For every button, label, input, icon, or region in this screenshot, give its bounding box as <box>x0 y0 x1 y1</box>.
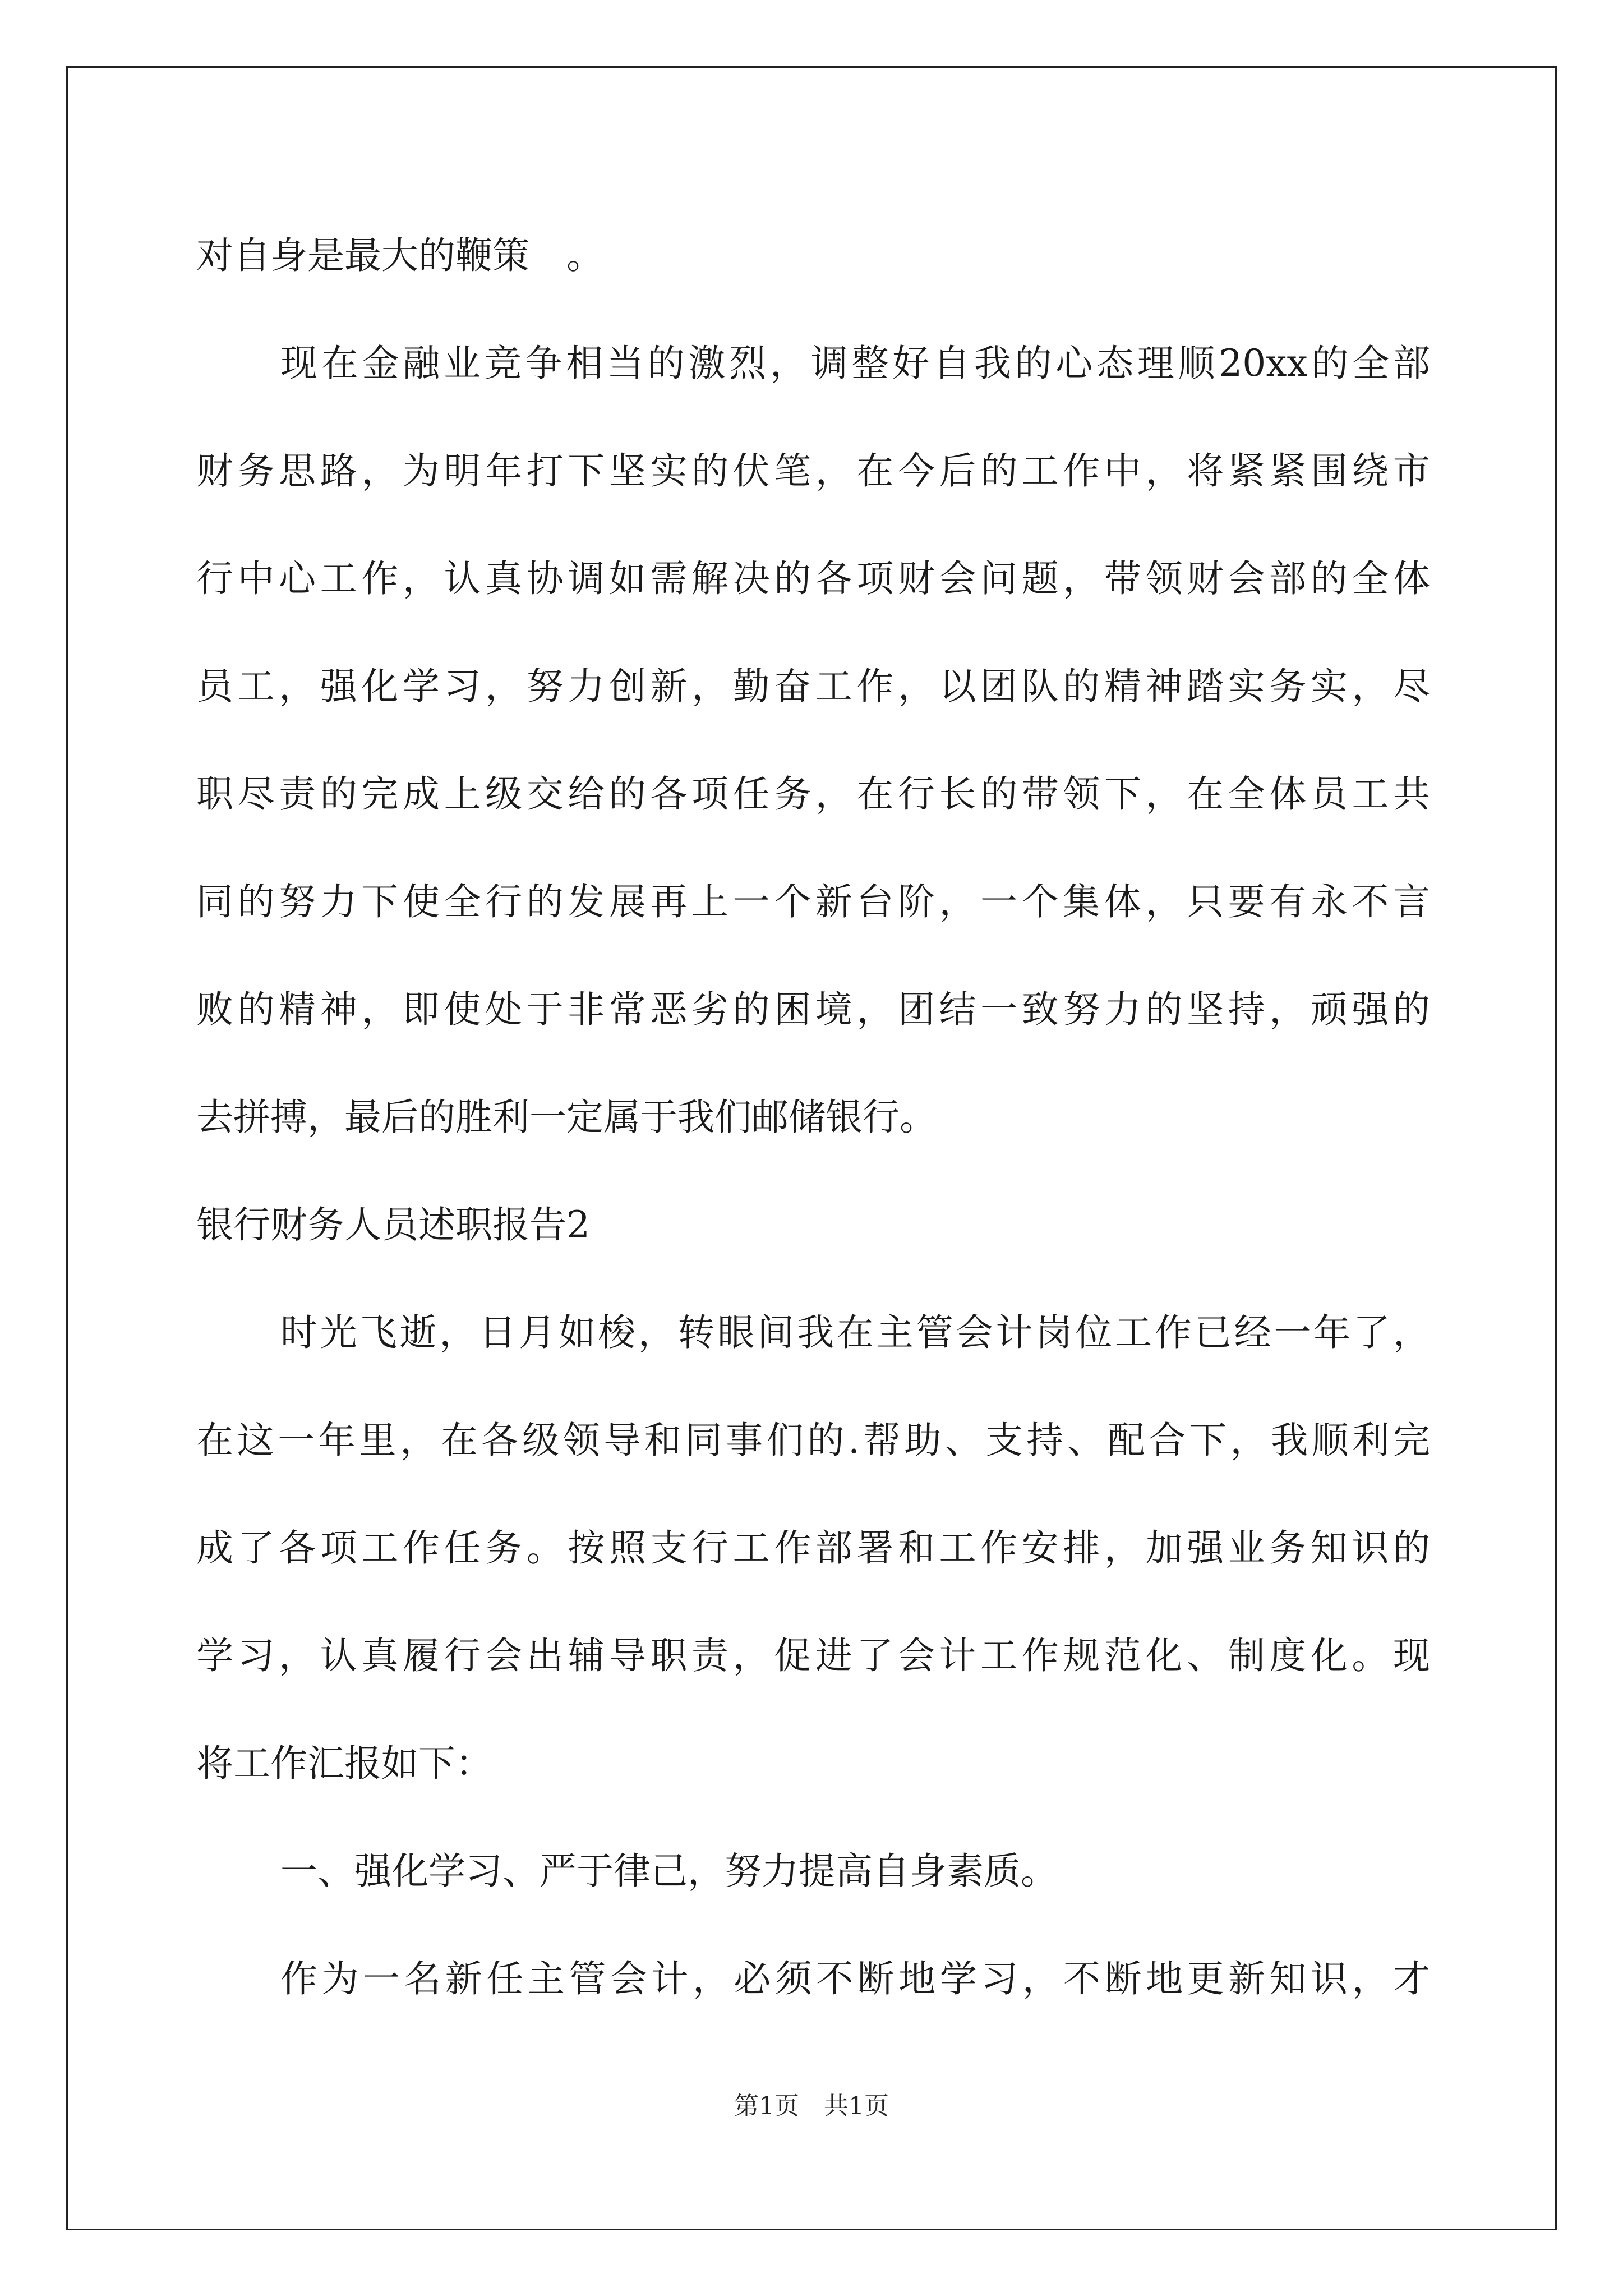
text-line: 现在金融业竞争相当的激烈，调整好自我的心态理顺20xx的全部 <box>280 342 1430 385</box>
text-line: 去拼搏，最后的胜利一定属于我们邮储银行。 <box>196 1096 937 1139</box>
text-line: 对自身是最大的鞭策 。 <box>196 234 603 277</box>
text-line: 学习，认真履行会出辅导职责，促进了会计工作规范化、制度化。现 <box>196 1634 1430 1677</box>
section-heading: 银行财务人员述职报告2 <box>196 1203 590 1246</box>
text-line: 成了各项工作任务。按照支行工作部署和工作安排，加强业务知识的 <box>196 1526 1430 1570</box>
document-body <box>196 202 1430 2033</box>
text-line: 将工作汇报如下： <box>196 1742 492 1785</box>
text-line: 行中心工作，认真协调如需解决的各项财会问题，带领财会部的全体 <box>196 557 1430 600</box>
text-line: 同的努力下使全行的发展再上一个新台阶，一个集体，只要有永不言 <box>196 880 1430 923</box>
subsection-heading: 一、强化学习、严于律己，努力提高自身素质。 <box>280 1849 1058 1893</box>
text-line: 职尽责的完成上级交给的各项任务，在行长的带领下，在全体员工共 <box>196 772 1430 816</box>
text-line: 时光飞逝，日月如梭，转眼间我在主管会计岗位工作已经一年了， <box>280 1311 1430 1354</box>
text-line: 作为一名新任主管会计，必须不断地学习，不断地更新知识，才 <box>280 1957 1430 2000</box>
text-line: 财务思路，为明年打下坚实的伏笔，在今后的工作中，将紧紧围绕市 <box>196 449 1430 493</box>
text-line: 员工，强化学习，努力创新，勤奋工作，以团队的精神踏实务实，尽 <box>196 665 1430 708</box>
text-line: 败的精神，即使处于非常恶劣的困境，团结一致努力的坚持，顽强的 <box>196 988 1430 1031</box>
page-footer: 第1页 共1页 <box>734 2092 889 2120</box>
text-line: 在这一年里，在各级领导和同事们的.帮助、支持、配合下，我顺利完 <box>196 1419 1430 1462</box>
